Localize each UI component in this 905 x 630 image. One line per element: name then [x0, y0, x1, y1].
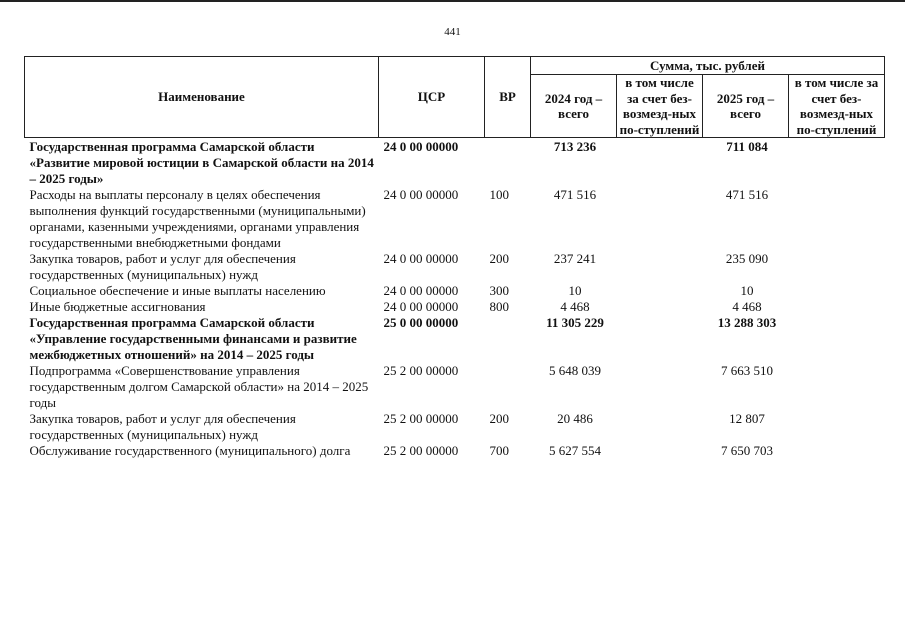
row-2025-total: 235 090	[725, 251, 769, 266]
row-2024-free	[617, 138, 703, 188]
row-name: Закупка товаров, работ и услуг для обеспечения государственных (муниципальных) нужд	[29, 251, 296, 282]
row-vr	[485, 363, 531, 411]
budget-table	[24, 56, 885, 459]
header-2025-free: в том числе за счет без-возмезд-ных по-ступлений	[789, 75, 885, 138]
header-name: Наименование	[25, 57, 379, 138]
row-2025-free	[789, 411, 885, 443]
row-2024-total: 471 516	[553, 187, 597, 202]
row-2025-free	[789, 443, 885, 459]
row-2024-free	[617, 315, 703, 363]
row-2025-total: 7 650 703	[721, 443, 773, 458]
row-vr: 300	[489, 283, 509, 298]
page-number: 441	[444, 26, 461, 38]
row-csr: 24 0 00 00000	[383, 187, 459, 202]
table-row	[25, 443, 885, 459]
row-vr	[485, 315, 531, 363]
table-row	[25, 283, 885, 299]
row-name: Обслуживание государственного (муниципального) долга	[29, 443, 351, 458]
row-2025-total: 12 807	[729, 411, 765, 426]
row-csr: 25 2 00 00000	[383, 411, 459, 426]
row-name: Государственная программа Самарской области «Управление государственными финансами и развитие межбюджетных отношений» на 2014 – 2025 годы	[29, 315, 357, 362]
header-2024-free: в том числе за счет без-возмезд-ных по-ступлений	[617, 75, 703, 138]
row-2025-total: 10	[740, 283, 754, 298]
row-2025-total: 7 663 510	[721, 363, 773, 378]
row-2024-total: 4 468	[560, 299, 590, 314]
row-csr: 24 0 00 00000	[383, 139, 459, 154]
table-row	[25, 315, 885, 363]
row-2025-free	[789, 283, 885, 299]
row-2025-total: 711 084	[726, 139, 768, 154]
table-row	[25, 138, 885, 188]
row-2024-free	[617, 283, 703, 299]
row-csr: 24 0 00 00000	[383, 299, 459, 314]
row-2025-free	[789, 251, 885, 283]
row-2024-total: 5 627 554	[549, 443, 601, 458]
row-2024-total: 20 486	[557, 411, 593, 426]
row-2025-total: 471 516	[725, 187, 769, 202]
row-name: Закупка товаров, работ и услуг для обеспечения государственных (муниципальных) нужд	[29, 411, 296, 442]
top-rule	[0, 0, 905, 2]
row-2024-total: 5 648 039	[549, 363, 601, 378]
row-2025-free	[789, 315, 885, 363]
row-2024-total: 237 241	[553, 251, 597, 266]
row-2025-free	[789, 138, 885, 188]
row-2024-free	[617, 187, 703, 251]
row-csr: 25 2 00 00000	[383, 443, 459, 458]
row-vr: 800	[489, 299, 509, 314]
row-2024-total: 713 236	[553, 139, 597, 154]
row-vr	[485, 138, 531, 188]
row-2025-total: 4 468	[732, 299, 762, 314]
header-2025-total: 2025 год – всего	[703, 75, 789, 138]
row-csr: 24 0 00 00000	[383, 251, 459, 266]
row-csr: 24 0 00 00000	[383, 283, 459, 298]
row-name: Государственная программа Самарской области «Развитие мировой юстиции в Самарской области на 2014 – 2025 годы»	[29, 139, 374, 186]
row-2025-free	[789, 187, 885, 251]
row-csr: 25 0 00 00000	[383, 315, 459, 330]
row-2024-free	[617, 299, 703, 315]
row-vr: 700	[489, 443, 509, 458]
row-2025-total: 13 288 303	[717, 315, 777, 330]
row-vr: 100	[489, 187, 509, 202]
table-row	[25, 411, 885, 443]
header-csr: ЦСР	[379, 57, 485, 138]
row-2024-free	[617, 411, 703, 443]
row-2024-free	[617, 363, 703, 411]
row-2024-total: 10	[568, 283, 582, 298]
row-vr: 200	[489, 251, 509, 266]
row-2024-total: 11 305 229	[546, 315, 604, 330]
row-2024-free	[617, 443, 703, 459]
table-row	[25, 187, 885, 251]
row-2024-free	[617, 251, 703, 283]
row-vr: 200	[489, 411, 509, 426]
row-2025-free	[789, 363, 885, 411]
header-vr: ВР	[485, 57, 531, 138]
header-sum-group: Сумма, тыс. рублей	[531, 57, 885, 75]
table-body	[25, 138, 885, 460]
row-csr: 25 2 00 00000	[383, 363, 459, 378]
row-name: Иные бюджетные ассигнования	[29, 299, 206, 314]
table-row	[25, 299, 885, 315]
row-name: Социальное обеспечение и иные выплаты населению	[29, 283, 326, 298]
table-row	[25, 363, 885, 411]
header-2024-total: 2024 год – всего	[531, 75, 617, 138]
table-header	[25, 57, 885, 138]
row-name: Подпрограмма «Совершенствование управления государственным долгом Самарской области» на 2014 – 2025 годы	[29, 363, 369, 410]
row-name: Расходы на выплаты персоналу в целях обеспечения выполнения функций государственными (муниципальными) органами, казенными учреждениями, органами управления государственными внебюджетными фондами	[29, 187, 366, 250]
row-2025-free	[789, 299, 885, 315]
table-row	[25, 251, 885, 283]
